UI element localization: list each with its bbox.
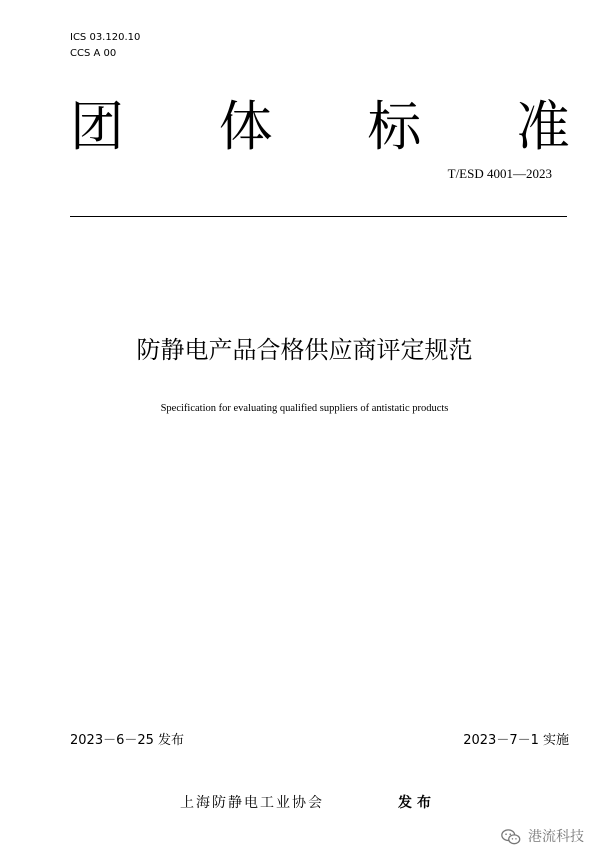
ccs-code: CCS A 00 [70, 48, 117, 59]
ics-code: ICS 03.120.10 [70, 32, 141, 43]
wechat-icon [500, 826, 522, 848]
category-char: 团 [70, 95, 124, 158]
watermark [500, 826, 584, 848]
publish-label: 发布 [398, 795, 436, 811]
standard-category-title [70, 92, 570, 162]
standard-number: T/ESD 4001—2023 [447, 166, 552, 181]
category-char: 体 [218, 95, 273, 158]
category-char: 准 [515, 95, 570, 158]
document-subtitle: Specification for evaluating qualified suppliers of antistatic products [160, 403, 449, 414]
document-title: 防静电产品合格供应商评定规范 [136, 336, 473, 364]
publisher-name: 上海防静电工业协会 [180, 795, 324, 811]
header-divider [70, 216, 567, 217]
issue-date: 2023－6－25 发布 [70, 733, 185, 748]
implementation-date: 2023－7－1 实施 [463, 733, 569, 748]
watermark-text: 港流科技 [528, 829, 584, 845]
category-char: 标 [367, 95, 422, 158]
